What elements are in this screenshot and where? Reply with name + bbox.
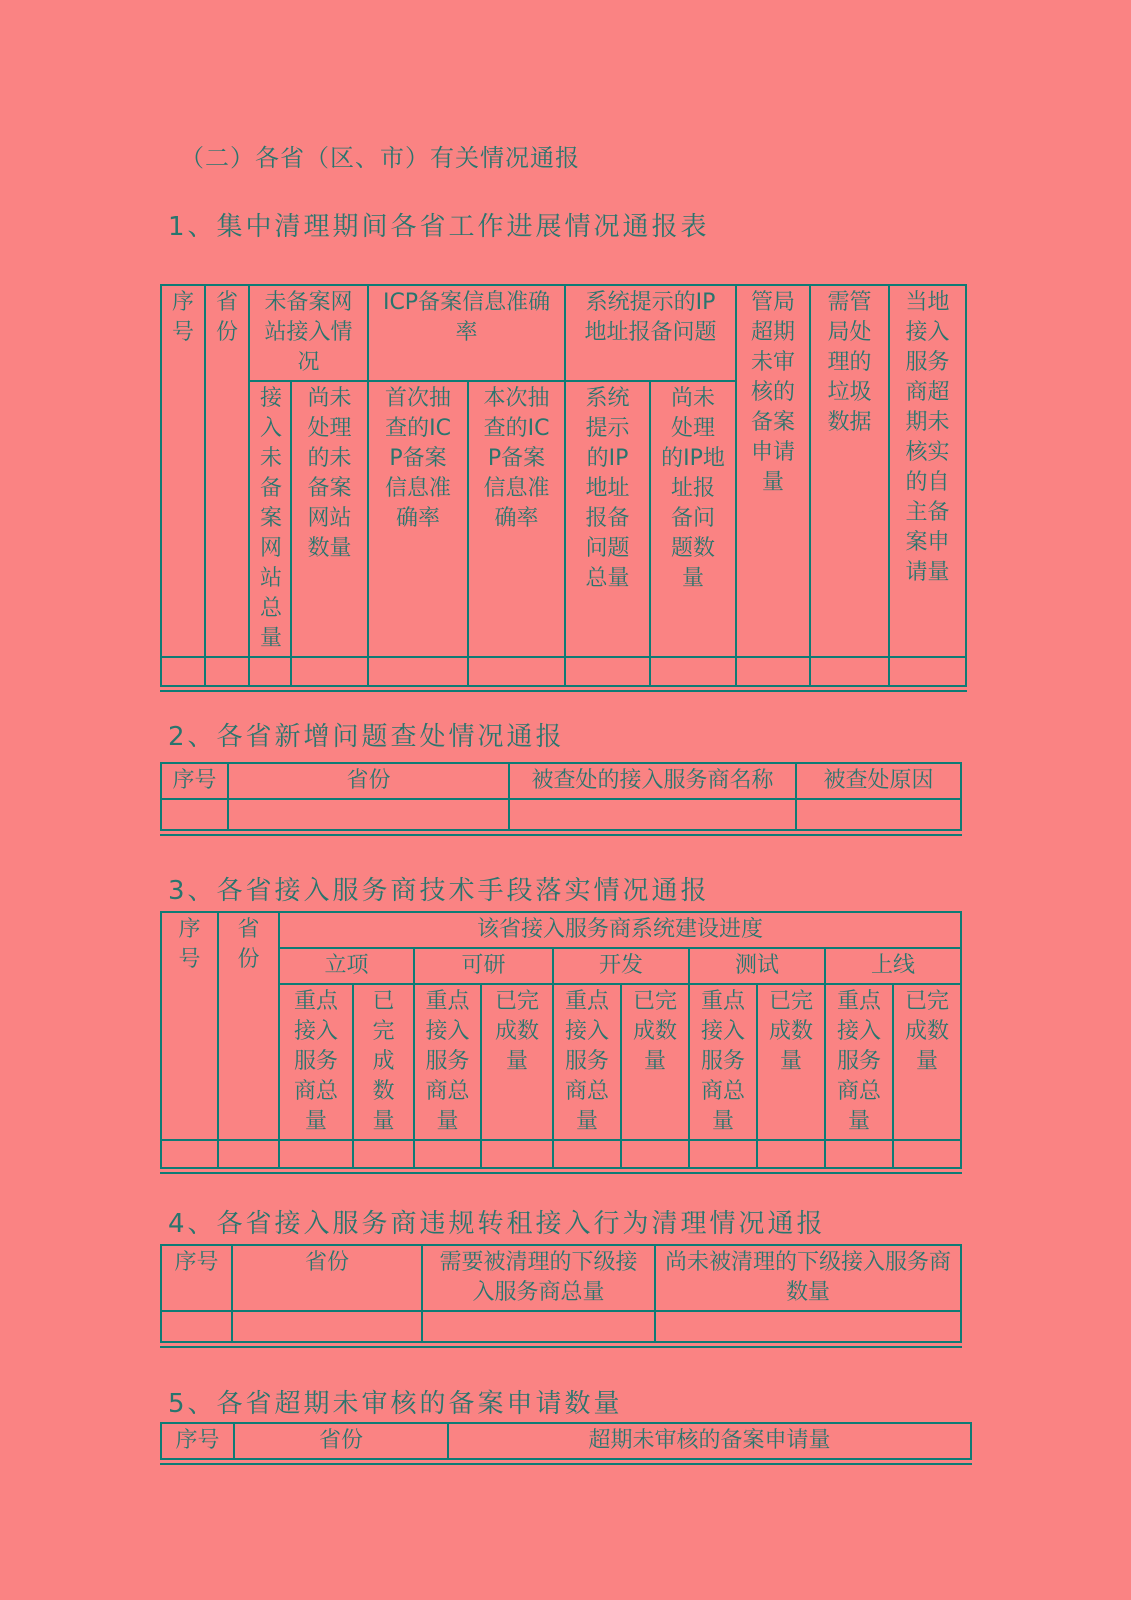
t1-sub-icp-current: 本次抽查的ICP备案信息准确率 — [468, 381, 565, 657]
empty-cell — [353, 1140, 414, 1168]
t3-sub-done-3: 已完成数量 — [621, 984, 689, 1140]
t1-col-authority-overdue: 管局超期未审核的备案申请量 — [736, 285, 810, 657]
t3-header-row-stages — [161, 948, 961, 984]
t4-col-shengfen: 省份 — [232, 1245, 422, 1311]
t3-empty-row — [161, 1140, 961, 1168]
t3-col-shengfen: 省份 — [218, 912, 279, 1140]
t3-col-xuhao: 序号 — [161, 912, 218, 1140]
empty-cell — [161, 657, 205, 686]
table-technical-progress — [160, 911, 962, 1169]
t3-stage-ceshi: 测试 — [689, 948, 825, 984]
t3-sub-total-2: 重点接入服务商总量 — [414, 984, 481, 1140]
empty-cell — [161, 799, 228, 830]
t3-stage-kaifa: 开发 — [553, 948, 689, 984]
t2-col-shengfen: 省份 — [228, 763, 509, 799]
table-1-wrapper — [160, 284, 967, 692]
empty-cell — [650, 657, 736, 686]
t3-sub-total-4: 重点接入服务商总量 — [689, 984, 757, 1140]
empty-cell — [757, 1140, 825, 1168]
empty-cell — [796, 799, 961, 830]
t3-sub-done-1: 已完成数量 — [353, 984, 414, 1140]
table-5-wrapper — [160, 1422, 972, 1465]
t3-header-row-group — [161, 912, 961, 948]
t1-col-shengfen: 省份 — [205, 285, 249, 657]
section-2-title: 2、各省新增问题查处情况通报 — [168, 722, 565, 752]
t1-sub-icp-first: 首次抽查的ICP备案信息准确率 — [368, 381, 468, 657]
document-heading: （二）各省（区、市）有关情况通报 — [180, 144, 580, 172]
empty-cell — [655, 1311, 961, 1342]
t2-col-reason: 被查处原因 — [796, 763, 961, 799]
empty-cell — [889, 657, 966, 686]
empty-cell — [249, 657, 291, 686]
table-new-problems — [160, 762, 962, 831]
t5-col-xuhao: 序号 — [161, 1423, 234, 1459]
t5-col-shengfen: 省份 — [234, 1423, 448, 1459]
t3-group-system-progress: 该省接入服务商系统建设进度 — [279, 912, 961, 948]
table-overdue-applications — [160, 1422, 972, 1460]
empty-cell — [161, 1140, 218, 1168]
table-2-wrapper — [160, 762, 962, 836]
t3-sub-done-5: 已完成数量 — [893, 984, 961, 1140]
t2-empty-row — [161, 799, 961, 830]
t1-col-garbage-data: 需管局处理的垃圾数据 — [810, 285, 889, 657]
empty-cell — [565, 657, 650, 686]
t3-sub-done-4: 已完成数量 — [757, 984, 825, 1140]
section-1-title: 1、集中清理期间各省工作进展情况通报表 — [168, 212, 710, 242]
t3-header-row-subs — [161, 984, 961, 1140]
t1-group-unfiled-sites: 未备案网站接入情况 — [249, 285, 368, 381]
t3-sub-done-2: 已完成数量 — [481, 984, 553, 1140]
t3-sub-total-5: 重点接入服务商总量 — [825, 984, 893, 1140]
empty-cell — [893, 1140, 961, 1168]
empty-cell — [689, 1140, 757, 1168]
t4-empty-row — [161, 1311, 961, 1342]
t3-sub-total-3: 重点接入服务商总量 — [553, 984, 621, 1140]
empty-cell — [509, 799, 796, 830]
t1-empty-row — [161, 657, 966, 686]
table-4-wrapper — [160, 1244, 962, 1348]
empty-cell — [291, 657, 368, 686]
empty-cell — [368, 657, 468, 686]
t4-col-to-clean: 需要被清理的下级接入服务商总量 — [422, 1245, 655, 1311]
t3-stage-keyan: 可研 — [414, 948, 553, 984]
empty-cell — [553, 1140, 621, 1168]
empty-cell — [205, 657, 249, 686]
t3-stage-lixiang: 立项 — [279, 948, 414, 984]
t1-col-local-unverified: 当地接入服务商超期未核实的自主备案申请量 — [889, 285, 966, 657]
t4-col-not-cleaned: 尚未被清理的下级接入服务商数量 — [655, 1245, 961, 1311]
table-3-wrapper — [160, 911, 962, 1174]
t3-sub-total-1: 重点接入服务商总量 — [279, 984, 353, 1140]
t1-group-ip-issues: 系统提示的IP地址报备问题 — [565, 285, 736, 381]
t1-sub-ip-pending: 尚未处理的IP地址报备问题数量 — [650, 381, 736, 657]
empty-cell — [161, 1311, 232, 1342]
t4-col-xuhao: 序号 — [161, 1245, 232, 1311]
section-3-title: 3、各省接入服务商技术手段落实情况通报 — [168, 876, 710, 906]
empty-cell — [825, 1140, 893, 1168]
table-sublease-cleanup — [160, 1244, 962, 1343]
t1-sub-ip-total: 系统提示的IP地址报备问题总量 — [565, 381, 650, 657]
t1-col-xuhao: 序号 — [161, 285, 205, 657]
empty-cell — [279, 1140, 353, 1168]
empty-cell — [468, 657, 565, 686]
empty-cell — [232, 1311, 422, 1342]
t2-header-row — [161, 763, 961, 799]
empty-cell — [736, 657, 810, 686]
section-4-title: 4、各省接入服务商违规转租接入行为清理情况通报 — [168, 1209, 826, 1239]
t1-group-icp-accuracy: ICP备案信息准确率 — [368, 285, 565, 381]
empty-cell — [810, 657, 889, 686]
t1-sub-unfiled-total: 接入未备案网站总量 — [249, 381, 291, 657]
empty-cell — [218, 1140, 279, 1168]
t2-col-isp-name: 被查处的接入服务商名称 — [509, 763, 796, 799]
table-progress-report — [160, 284, 967, 687]
t5-col-overdue: 超期未审核的备案申请量 — [448, 1423, 971, 1459]
section-5-title: 5、各省超期未审核的备案申请数量 — [168, 1389, 623, 1419]
t4-header-row — [161, 1245, 961, 1311]
empty-cell — [481, 1140, 553, 1168]
t1-sub-unfiled-pending: 尚未处理的未备案网站数量 — [291, 381, 368, 657]
t3-stage-shangxian: 上线 — [825, 948, 961, 984]
t2-col-xuhao: 序号 — [161, 763, 228, 799]
t5-header-row — [161, 1423, 971, 1459]
empty-cell — [414, 1140, 481, 1168]
empty-cell — [422, 1311, 655, 1342]
empty-cell — [228, 799, 509, 830]
t1-header-row-groups — [161, 285, 966, 381]
empty-cell — [621, 1140, 689, 1168]
